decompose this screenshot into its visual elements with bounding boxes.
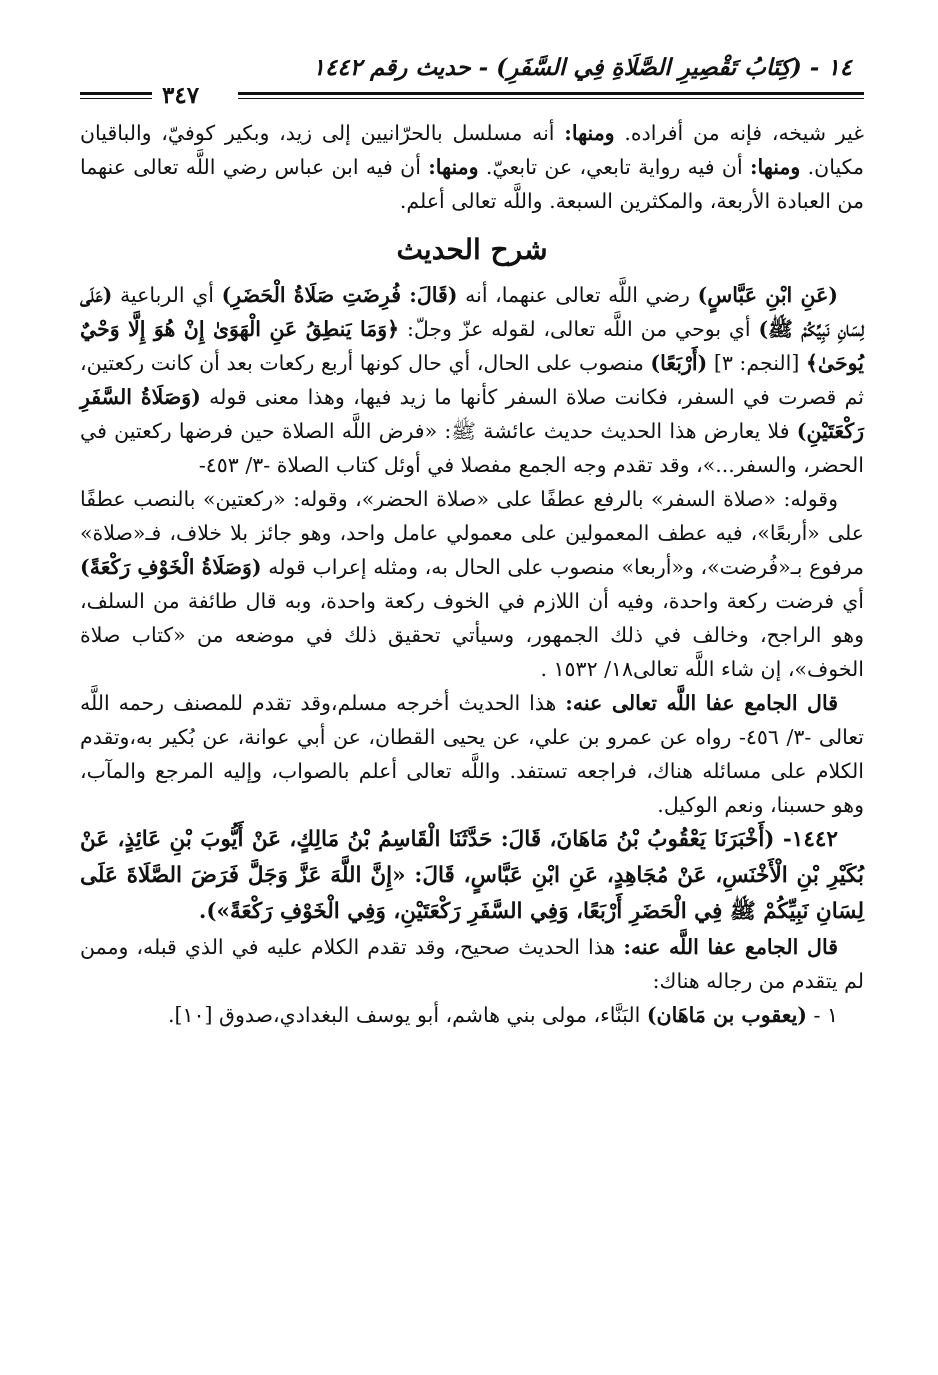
header-rule-short	[80, 92, 152, 99]
page-header	[80, 50, 864, 109]
hadith-paragraph	[80, 822, 864, 930]
narrator-entry	[80, 998, 864, 1032]
verse-reference: [النجم: ٣]	[713, 351, 800, 375]
compiler-note-paragraph	[80, 930, 864, 998]
intro-paragraph	[80, 116, 864, 218]
commentary-text: أي الرباعية	[119, 283, 214, 307]
quoted-phrase: (أَرْبَعًا)	[650, 351, 708, 375]
quoted-phrase: (عَنِ ابْنِ عَبَّاسٍ)	[697, 283, 839, 307]
compiler-note-text: هذا الحديث أخرجه مسلم،وقد تقدم للمصنف رحمه اللَّه تعالى -٣/ ٤٥٦- رواه عن عمرو بن علي، عن يحيى القطان، عن أبي عوانة، عن بُكير به،وتقدم الكلام على مسائله هناك، فراجعه تستفد. واللَّه تعالى أعلم بالصواب، وإليه المرجع والمآب، وهو حسبنا، ونعم الوكيل.	[80, 691, 864, 817]
page-number: ٣٤٧	[162, 82, 200, 109]
compiler-label: قال الجامع عفا اللَّه تعالى عنه:	[565, 691, 838, 715]
intro-sentence: أن فيه ابن عباس رضي اللَّه تعالى عنهما من العبادة الأربعة، والمكثرين السبعة. واللَّه تعالى أعلم.	[80, 155, 864, 213]
intro-sentence: أنه مسلسل بالحرّانيين إلى زيد، وبكير كوفيّ، والباقيان مكيان.	[80, 121, 864, 179]
hadith-end: .	[198, 899, 207, 924]
narrator-number: ١ -	[813, 1003, 838, 1027]
intro-sentence: أن فيه رواية تابعي، عن تابعيّ.	[485, 155, 743, 179]
commentary-text: أي فرضت ركعة واحدة، وفيه أن اللازم في الخوف ركعة واحدة، وبه قال طائفة من السلف، وهو الراجح، وخالف في ذلك الجمهور، وسيأتي تحقيق ذلك في موضعه من «كتاب صلاة الخوف»، إن شاء اللَّه تعالى١٨/ ١٥٣٢ .	[80, 589, 864, 681]
section-heading: شرح الحديث	[396, 233, 548, 266]
quoted-phrase: (وَصَلَاةُ السَّفَرِ رَكْعَتَيْنِ)	[80, 385, 864, 443]
intro-label: ومنها:	[564, 121, 615, 145]
page-body	[80, 116, 864, 1032]
intro-label: ومنها:	[749, 155, 801, 179]
sharh-paragraph	[80, 278, 864, 482]
narrator-name: (يعقوب بن مَاهَان)	[646, 1003, 807, 1027]
hadith-number: ١٤٤٢-	[782, 827, 838, 852]
commentary-text: وقوله: «صلاة السفر» بالرفع عطفًا على «صلاة الحضر»، وقوله: «ركعتين» بالنصب عطفًا على «أربعًا»، فيه عطف المعمولين على معمولي عامل واحد، وهو جائز بلا خلاف، فـ«صلاة» مرفوع بـ«فُرضت»، و«أربعا» منصوب على الحال به، ومثله إعراب قوله	[80, 487, 864, 579]
compiler-note-text: هذا الحديث صحيح، وقد تقدم الكلام عليه في الذي قبله، وممن لم يتقدم من رجاله هناك:	[80, 935, 864, 993]
compiler-label: قال الجامع عفا اللَّه عنه:	[623, 935, 838, 959]
narrator-description: البَنَّاء، مولى بني هاشم، أبو يوسف البغدادي،صدوق [١٠].	[168, 1003, 641, 1027]
compiler-note-paragraph	[80, 686, 864, 822]
commentary-text: رضي اللَّه تعالى عنهما، أنه	[465, 283, 690, 307]
intro-sentence: غير شيخه، فإنه من أفراده.	[624, 121, 864, 145]
quoted-phrase: (وَصَلَاةُ الْخَوْفِ رَكْعَةً)	[80, 555, 262, 579]
intro-label: ومنها:	[428, 155, 479, 179]
commentary-text: فلا يعارض هذا الحديث حديث عائشة ﷺ: «فرض اللَّه الصلاة حين فرضها ركعتين في الحضر، والسفر...»، وقد تقدم وجه الجمع مفصلا في أوئل كتاب الصلاة -٣/ ٤٥٣-	[80, 419, 864, 477]
quran-verse: ﴿وَمَا يَنطِقُ عَنِ الْهَوَىٰ إِنْ هُوَ إِلَّا وَحْيٌ يُوحَىٰ﴾	[80, 317, 864, 375]
commentary-text: أي بوحي من اللَّه تعالى، لقوله عزّ وجلّ:	[406, 317, 751, 341]
header-rule	[238, 92, 864, 99]
quoted-phrase: (قَالَ: فُرِضَتِ صَلَاةُ الْحَضَرِ)	[221, 283, 458, 307]
running-title: ١٤ - (كِتَابُ تَقْصِيرِ الصَّلَاةِ فِي السَّفَرِ) - حديث رقم ١٤٤٢	[312, 54, 852, 81]
grammar-paragraph	[80, 482, 864, 686]
hadith-text: (أَخْبَرَنَا يَعْقُوبُ بْنُ مَاهَانَ، قَالَ: حَدَّثَنَا الْقَاسِمُ بْنُ مَالِكٍ، عَنْ أَيُّوبَ بْنِ عَائِذٍ، عَنْ بُكَيْرِ بْنِ الْأَخْنَسِ، عَنْ مُجَاهِدٍ، عَنِ ابْنِ عَبَّاسٍ، قَالَ: «إِنَّ اللَّهَ عَزَّ وَجَلَّ فَرَضَ الصَّلَاةَ عَلَى لِسَانِ نَبِيِّكُمْ ﷺ فِي الْحَضَرِ أَرْبَعًا، وَفِي السَّفَرِ رَكْعَتَيْنِ، وَفِي الْخَوْفِ رَكْعَةً»)	[80, 827, 864, 924]
quoted-phrase: (عَلَى لِسَانِ نَبِيِّكُمْ ﷺ)	[80, 283, 864, 341]
commentary-text: منصوب على الحال، أي حال كونها أربع ركعات بعد أن كانت ركعتين، ثم قصرت في السفر، فكانت صلاة السفر كأنها ما زيد فيها، وهذا معنى قوله	[80, 351, 864, 409]
